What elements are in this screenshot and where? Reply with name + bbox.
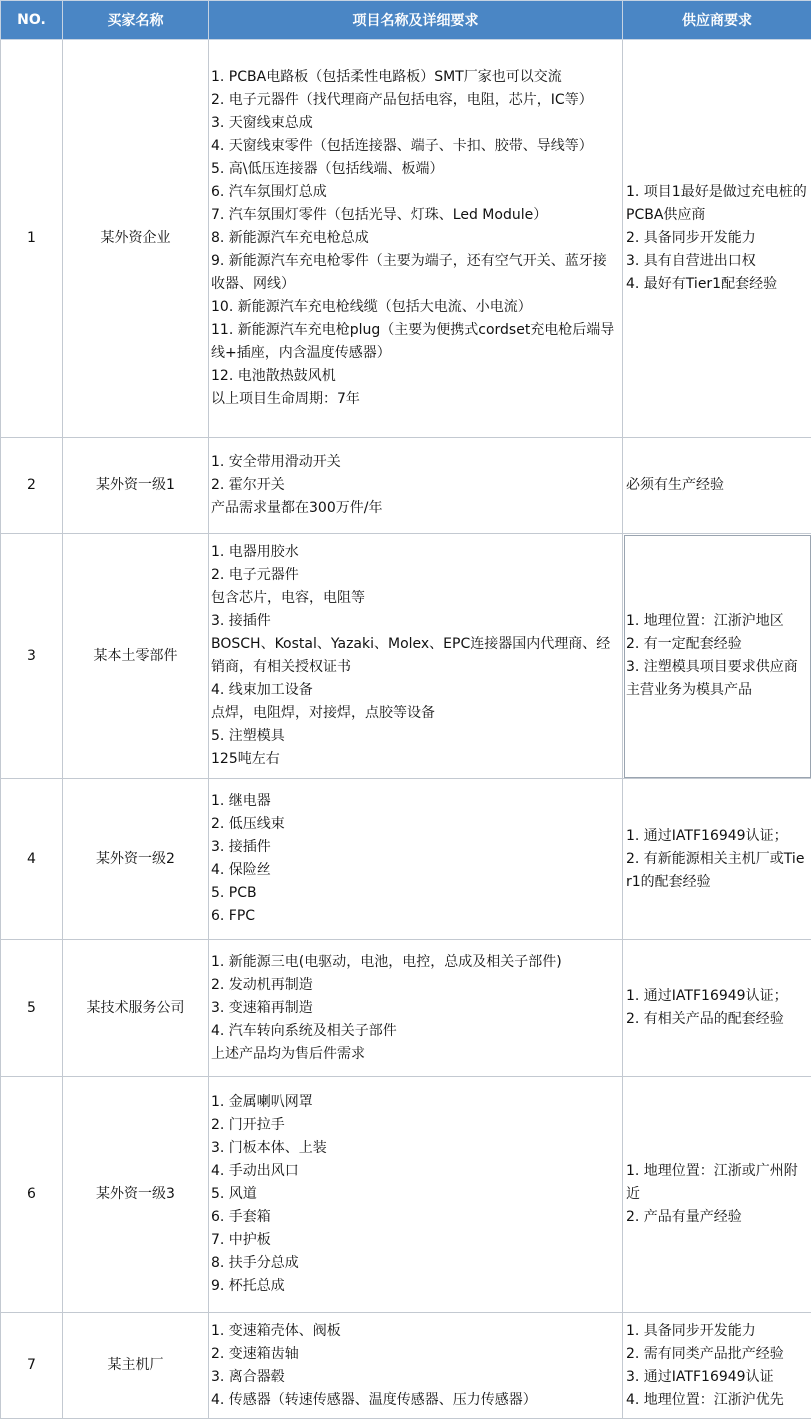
project-items bbox=[209, 40, 623, 438]
project-item-line: 8. 新能源汽车充电枪总成 bbox=[211, 227, 620, 250]
project-items bbox=[209, 1313, 623, 1419]
requirement-line: 2. 有一定配套经验 bbox=[626, 633, 810, 656]
buyer-name: 某本土零部件 bbox=[63, 534, 209, 779]
project-item-line: 6. 手套箱 bbox=[211, 1206, 620, 1229]
project-items bbox=[209, 438, 623, 534]
requirement-line: 3. 注塑模具项目要求供应商主营业务为模具产品 bbox=[626, 656, 810, 702]
project-item-line: 6. 汽车氛围灯总成 bbox=[211, 181, 620, 204]
project-item-line: 12. 电池散热鼓风机 bbox=[211, 365, 620, 388]
row-number: 7 bbox=[1, 1313, 63, 1419]
project-item-line: 上述产品均为售后件需求 bbox=[211, 1043, 620, 1066]
project-item-line: 6. FPC bbox=[211, 905, 620, 928]
requirement-line: 3. 具有自营进出口权 bbox=[626, 250, 810, 273]
project-item-line: BOSCH、Kostal、Yazaki、Molex、EPC连接器国内代理商、经销商，有相关授权证书 bbox=[211, 633, 620, 679]
buyer-name: 某外资一级2 bbox=[63, 779, 209, 940]
project-item-line: 1. 电器用胶水 bbox=[211, 541, 620, 564]
project-items bbox=[209, 1077, 623, 1313]
supplier-requirements bbox=[623, 40, 811, 438]
requirement-line: 2. 产品有量产经验 bbox=[626, 1206, 810, 1229]
project-item-line: 4. 线束加工设备 bbox=[211, 679, 620, 702]
project-item-line: 5. 注塑模具 bbox=[211, 725, 620, 748]
project-item-line: 4. 手动出风口 bbox=[211, 1160, 620, 1183]
requirement-line: 2. 有相关产品的配套经验 bbox=[626, 1008, 810, 1031]
requirement-line: 1. 通过IATF16949认证； bbox=[626, 825, 810, 848]
project-item-line: 5. PCB bbox=[211, 882, 620, 905]
row-number: 6 bbox=[1, 1077, 63, 1313]
buyer-name: 某外资一级3 bbox=[63, 1077, 209, 1313]
supplier-requirements bbox=[623, 1077, 811, 1313]
project-item-line: 1. 金属喇叭网罩 bbox=[211, 1091, 620, 1114]
buyer-name: 某外资一级1 bbox=[63, 438, 209, 534]
row-number: 3 bbox=[1, 534, 63, 779]
header-items: 项目名称及详细要求 bbox=[209, 1, 623, 40]
header-buyer: 买家名称 bbox=[63, 1, 209, 40]
supplier-requirements bbox=[623, 1313, 811, 1419]
table-row bbox=[1, 534, 811, 779]
project-item-line: 包含芯片，电容，电阻等 bbox=[211, 587, 620, 610]
requirement-line: 2. 具备同步开发能力 bbox=[626, 227, 810, 250]
project-item-line: 1. 变速箱壳体、阀板 bbox=[211, 1320, 620, 1343]
project-item-line: 4. 天窗线束零件（包括连接器、端子、卡扣、胶带、导线等） bbox=[211, 135, 620, 158]
project-item-line: 2. 电子元器件（找代理商产品包括电容，电阻，芯片，IC等） bbox=[211, 89, 620, 112]
supplier-requirements bbox=[623, 940, 811, 1077]
project-item-line: 8. 扶手分总成 bbox=[211, 1252, 620, 1275]
row-number: 1 bbox=[1, 40, 63, 438]
project-items bbox=[209, 534, 623, 779]
requirement-line: 1. 地理位置：江浙沪地区 bbox=[626, 610, 810, 633]
project-item-line: 4. 传感器（转速传感器、温度传感器、压力传感器） bbox=[211, 1389, 620, 1412]
requirement-line: 必须有生产经验 bbox=[626, 474, 810, 497]
header-no: NO. bbox=[1, 1, 63, 40]
buyer-name: 某主机厂 bbox=[63, 1313, 209, 1419]
requirement-line: 1. 地理位置：江浙或广州附近 bbox=[626, 1160, 810, 1206]
buyer-name: 某技术服务公司 bbox=[63, 940, 209, 1077]
project-item-line: 7. 中护板 bbox=[211, 1229, 620, 1252]
project-item-line: 1. PCBA电路板（包括柔性电路板）SMT厂家也可以交流 bbox=[211, 66, 620, 89]
project-item-line: 5. 风道 bbox=[211, 1183, 620, 1206]
header-requirements: 供应商要求 bbox=[623, 1, 811, 40]
project-item-line: 4. 汽车转向系统及相关子部件 bbox=[211, 1020, 620, 1043]
project-item-line: 125吨左右 bbox=[211, 748, 620, 771]
requirement-line: 1. 项目1最好是做过充电桩的PCBA供应商 bbox=[626, 181, 810, 227]
project-item-line: 1. 继电器 bbox=[211, 790, 620, 813]
buyer-name: 某外资企业 bbox=[63, 40, 209, 438]
table-row bbox=[1, 1313, 811, 1419]
table-row bbox=[1, 1077, 811, 1313]
project-item-line: 3. 门板本体、上装 bbox=[211, 1137, 620, 1160]
table-row bbox=[1, 438, 811, 534]
requirement-line: 3. 通过IATF16949认证 bbox=[626, 1366, 810, 1389]
project-item-line: 10. 新能源汽车充电枪线缆（包括大电流、小电流） bbox=[211, 296, 620, 319]
requirement-line: 1. 通过IATF16949认证； bbox=[626, 985, 810, 1008]
supplier-requirements bbox=[623, 438, 811, 534]
header-row bbox=[1, 1, 811, 40]
table-row bbox=[1, 940, 811, 1077]
project-items bbox=[209, 779, 623, 940]
project-item-line: 3. 变速箱再制造 bbox=[211, 997, 620, 1020]
requirement-line: 2. 需有同类产品批产经验 bbox=[626, 1343, 810, 1366]
table-row bbox=[1, 779, 811, 940]
project-item-line: 产品需求量都在300万件/年 bbox=[211, 497, 620, 520]
project-item-line: 1. 新能源三电(电驱动，电池，电控，总成及相关子部件) bbox=[211, 951, 620, 974]
project-item-line: 点焊，电阻焊，对接焊，点胶等设备 bbox=[211, 702, 620, 725]
supplier-requirements bbox=[623, 779, 811, 940]
project-item-line: 2. 门开拉手 bbox=[211, 1114, 620, 1137]
project-item-line: 3. 天窗线束总成 bbox=[211, 112, 620, 135]
project-item-line: 2. 发动机再制造 bbox=[211, 974, 620, 997]
project-item-line: 3. 离合器毂 bbox=[211, 1366, 620, 1389]
table-row bbox=[1, 40, 811, 438]
project-item-line: 7. 汽车氛围灯零件（包括光导、灯珠、Led Module） bbox=[211, 204, 620, 227]
requirement-line: 1. 具备同步开发能力 bbox=[626, 1320, 810, 1343]
row-number: 4 bbox=[1, 779, 63, 940]
project-item-line: 2. 变速箱齿轴 bbox=[211, 1343, 620, 1366]
project-item-line: 2. 霍尔开关 bbox=[211, 474, 620, 497]
project-item-line: 9. 杯托总成 bbox=[211, 1275, 620, 1298]
project-item-line: 4. 保险丝 bbox=[211, 859, 620, 882]
project-item-line: 以上项目生命周期：7年 bbox=[211, 388, 620, 411]
project-item-line: 2. 电子元器件 bbox=[211, 564, 620, 587]
row-number: 2 bbox=[1, 438, 63, 534]
supplier-requirements bbox=[623, 534, 811, 779]
project-item-line: 3. 接插件 bbox=[211, 836, 620, 859]
project-items bbox=[209, 940, 623, 1077]
requirement-line: 4. 最好有Tier1配套经验 bbox=[626, 273, 810, 296]
requirement-line: 2. 有新能源相关主机厂或Tier1的配套经验 bbox=[626, 848, 810, 894]
project-item-line: 2. 低压线束 bbox=[211, 813, 620, 836]
project-item-line: 9. 新能源汽车充电枪零件（主要为端子，还有空气开关、蓝牙接收器、网线） bbox=[211, 250, 620, 296]
project-item-line: 11. 新能源汽车充电枪plug（主要为便携式cordset充电枪后端导线+插座，内含温度传感器） bbox=[211, 319, 620, 365]
project-item-line: 1. 安全带用滑动开关 bbox=[211, 451, 620, 474]
project-item-line: 5. 高\低压连接器（包括线端、板端） bbox=[211, 158, 620, 181]
project-item-line: 3. 接插件 bbox=[211, 610, 620, 633]
row-number: 5 bbox=[1, 940, 63, 1077]
requirement-line: 4. 地理位置：江浙沪优先 bbox=[626, 1389, 810, 1412]
